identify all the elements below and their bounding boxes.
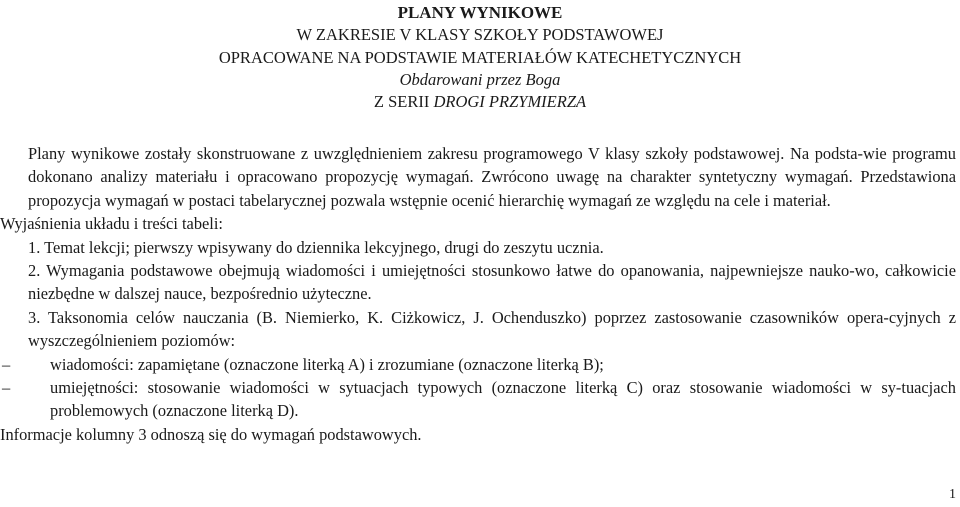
taxonomy-level-knowledge-text: wiadomości: zapamiętane (oznaczone literką A) i zrozumiane (oznaczone literką B); [50,354,604,374]
series-name: DROGI PRZYMIERZA [433,92,587,112]
explanation-item-3: 3. Taksonomia celów nauczania (B. Niemierko, K. Ciżkowicz, J. Ochenduszko) poprzez zastosowanie czasowników opera-cyjnych z wyszczególnieniem poziomów: [28,307,956,351]
dash-bullet: – [2,378,11,398]
document-header [0,2,960,113]
series-line [0,91,960,113]
page-number: 1 [949,487,956,502]
explanation-item-2: 2. Wymagania podstawowe obejmują wiadomości i umiejętności stosunkowo łatwe do opanowania, najpewniejsze nauko-wo, całkowicie niezbędne w dalszej nauce, bezpośrednio użyteczne. [28,261,956,304]
taxonomy-level-skills-text: umiejętności: stosowanie wiadomości w sytuacjach typowych (oznaczone literką C) oraz stosowanie wiadomości w sy-tuacjach problemowych (oznaczone literką D). [50,378,956,421]
scope-line: W ZAKRESIE V KLASY SZKOŁY PODSTAWOWEJ [296,25,664,45]
dash-bullet: – [2,354,11,374]
explanation-heading: Wyjaśnienia układu i treści tabeli: [0,214,223,234]
explanation-item-1: 1. Temat lekcji; pierwszy wpisywany do dziennika lekcyjnego, drugi do zeszytu ucznia. [28,237,604,257]
taxonomy-level-skills [0,376,956,423]
taxonomy-level-knowledge [0,353,956,376]
basis-line: OPRACOWANE NA PODSTAWIE MATERIAŁÓW KATECHETYCZNYCH [218,47,742,67]
series-prefix: Z SERII [373,92,434,112]
document-title: PLANY WYNIKOWE [397,3,563,22]
intro-paragraph: Plany wynikowe zostały skonstruowane z uwzględnieniem zakresu programowego V klasy szkoły podstawowej. Na podsta-wie programu dokonano analizy materiału i opracowano propozycję wymagań. Zwrócono uwagę na charakter syntetyczny wymagań. Przedstawiona propozycja wymagań w postaci tabelarycznej pozwala wstępnie ocenić hierarchię wymagań ze względu na cele i materiał. [28,144,956,210]
textbook-title: Obdarowani przez Boga [399,69,561,89]
document-body [0,142,956,446]
closing-note: Informacje kolumny 3 odnoszą się do wymagań podstawowych. [0,424,422,444]
